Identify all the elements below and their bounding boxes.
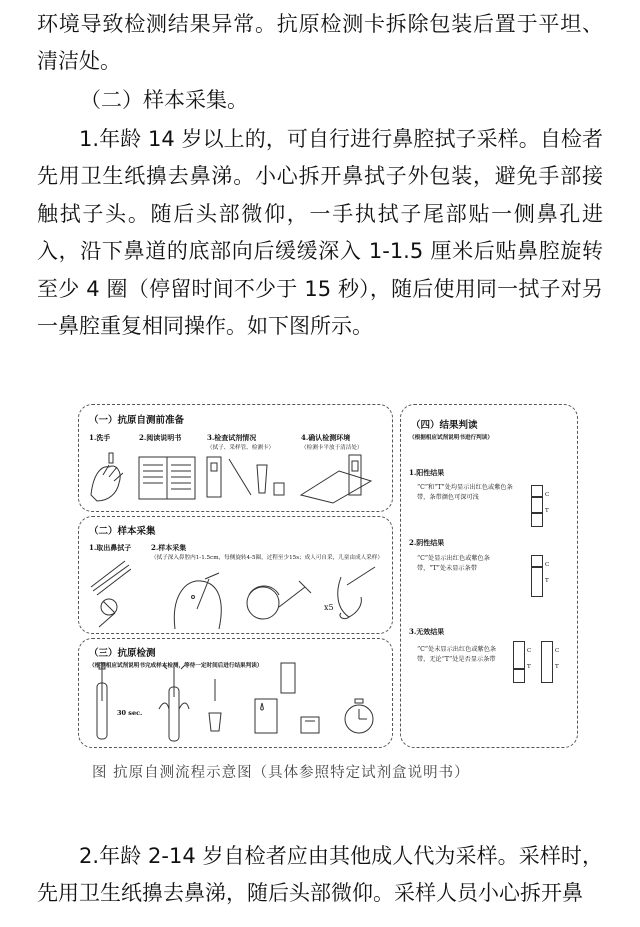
note-kit-items: （拭子、采样管、检测卡） xyxy=(207,445,275,451)
paragraph-adult-sampling: 1.年龄 14 岁以上的，可自行进行鼻腔拭子采样。自检者先用卫生纸擤去鼻涕。小心拆开鼻拭子外包装，避免手部接触拭子头。随后头部微仰，一手执拭子尾部贴一侧鼻孔进入，沿下鼻道的底部向后缓缓深入 1-1.5 厘米后贴鼻腔旋转至少 4 圈（停留时间不少于 15 秒），随后使用同一拭子对另一鼻腔重复相同操作。如下图所示。 xyxy=(37,127,603,339)
strip-negative xyxy=(531,555,543,597)
mark-c-negative: C xyxy=(545,562,550,568)
result-positive-label: 1.阳性结果 xyxy=(409,468,445,477)
test-card-icon xyxy=(301,455,371,503)
hands-icon xyxy=(91,453,123,501)
panel-sampling xyxy=(78,516,393,634)
stopwatch-icon xyxy=(345,699,373,733)
panel-result xyxy=(400,404,578,748)
strip-positive xyxy=(531,485,543,527)
rotation-count: x5 xyxy=(324,603,334,612)
reagent-kit-icon xyxy=(207,457,284,497)
mark-t-negative: T xyxy=(545,578,549,584)
section-heading-sampling: （二）样本采集。 xyxy=(80,88,248,112)
manual-icon xyxy=(139,457,195,499)
step-collect-sample: 2.样本采集 xyxy=(151,543,187,552)
sampling-illustrations xyxy=(79,517,394,635)
strip-invalid-2 xyxy=(541,641,553,683)
preparation-illustrations xyxy=(79,405,394,513)
mark-c-invalid-2: C xyxy=(555,648,560,654)
adult-face-icon xyxy=(174,573,221,629)
result-invalid-label: 3.无效结果 xyxy=(409,627,445,636)
panel-testing xyxy=(78,638,393,748)
panel-c-title: （三）抗原检测 xyxy=(89,648,156,659)
tube-icon xyxy=(97,663,107,739)
step-take-swab: 1.取出鼻拭子 xyxy=(89,543,132,552)
figure-caption: 图 抗原自测流程示意图（具体参照特定试剂盒说明书） xyxy=(92,765,470,781)
strip-invalid-1 xyxy=(513,641,525,683)
mark-t-invalid-1: T xyxy=(527,664,531,670)
testing-illustrations xyxy=(79,639,394,749)
step-confirm-env: 4.确认检测环境 xyxy=(301,433,351,442)
panel-preparation xyxy=(78,404,393,512)
note-testing-method: （根据相应试剂说明书完成样本检测，等待一定时间后进行结果判读） xyxy=(89,663,263,669)
mark-c-positive: C xyxy=(545,492,550,498)
mark-c-invalid-1: C xyxy=(527,648,532,654)
mark-t-positive: T xyxy=(545,508,549,514)
timer-label: 30 sec. xyxy=(117,709,143,717)
step-wash-hands: 1.洗手 xyxy=(89,433,111,442)
step-check-reagent: 3.检查试剂情况 xyxy=(207,433,257,442)
note-result-reading: （根据相应试剂说明书进行判读） xyxy=(409,435,493,441)
antigen-flow-figure xyxy=(78,404,578,749)
nose-rotation-icon xyxy=(338,567,375,619)
result-negative-desc: “C”处显示出红色或紫色条带，“T”处未显示条带 xyxy=(417,555,490,572)
note-flat-surface: （检测卡平放于清洁处） xyxy=(301,445,363,451)
dropper-icon xyxy=(209,679,221,731)
squeeze-tube-icon xyxy=(159,665,189,741)
paragraph-intro: 环境导致检测结果异常。抗原检测卡拆除包装后置于平坦、清洁处。 xyxy=(37,12,603,74)
test-card-drop-icon xyxy=(255,663,319,733)
panel-d-title: （四）结果判读 xyxy=(411,420,478,431)
result-positive-desc: “C”和“T”处均显示出红色或紫色条带，条带颜色可深可浅 xyxy=(417,484,513,501)
step-read-manual: 2.阅读说明书 xyxy=(139,433,182,442)
paragraph-child-sampling: 2.年龄 2-14 岁自检者应由其他成人代为采样。采样时，先用卫生纸擤去鼻涕，随后头部微仰。采样人员小心拆开鼻 xyxy=(37,844,603,906)
mark-t-invalid-2: T xyxy=(555,664,559,670)
panel-b-title: （二）样本采集 xyxy=(89,526,156,537)
result-negative-label: 2.阴性结果 xyxy=(409,538,445,547)
result-invalid-desc: “C”处未显示出红色或紫色条带，无论“T”处是否显示条带 xyxy=(417,646,497,663)
panel-a-title: （一）抗原自测前准备 xyxy=(89,415,185,426)
swab-package-icon xyxy=(91,561,131,627)
child-face-icon xyxy=(247,581,311,619)
note-sampling-method: （拭子深入鼻腔内1-1.5cm，每侧旋转4-5圈，过程至少15s；成人可自采，儿童由成人采样） xyxy=(151,555,383,561)
